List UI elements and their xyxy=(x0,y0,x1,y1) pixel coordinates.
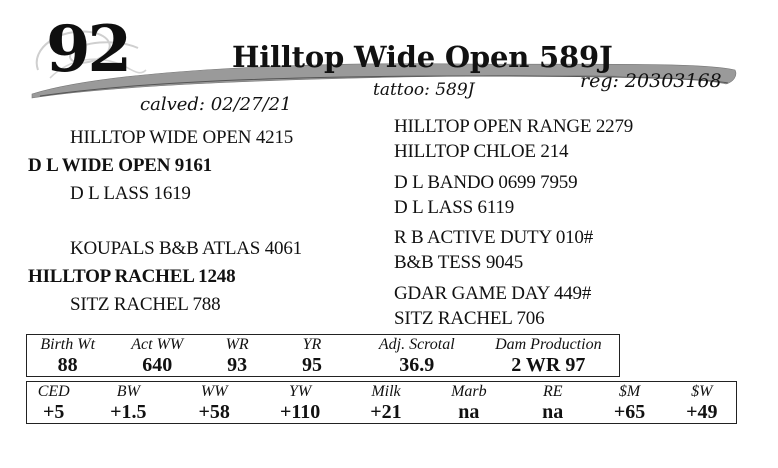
performance-value-row xyxy=(27,354,620,377)
performance-table xyxy=(26,334,620,377)
pedigree-ss-dam: HILLTOP CHLOE 214 xyxy=(394,141,569,162)
pedigree-sire: D L WIDE OPEN 9161 xyxy=(28,155,212,176)
pedigree-sd-dam: D L LASS 6119 xyxy=(394,197,515,218)
header-re: RE xyxy=(542,382,563,400)
pedigree-ss-sire: HILLTOP OPEN RANGE 2279 xyxy=(394,116,634,137)
pedigree-sire-sire: HILLTOP WIDE OPEN 4215 xyxy=(70,127,294,148)
header-ww: WW xyxy=(200,382,228,400)
epd-header-row xyxy=(27,382,737,402)
header-dollar-w: $W xyxy=(691,382,713,400)
header-adj-scrotal: Adj. Scrotal xyxy=(378,335,455,353)
value-milk: +21 xyxy=(370,401,402,423)
value-bw: +1.5 xyxy=(110,401,147,423)
pedigree-dam-dam: SITZ RACHEL 788 xyxy=(70,294,221,315)
value-dollar-w: +49 xyxy=(686,401,718,423)
pedigree-ds-dam: B&B TESS 9045 xyxy=(394,252,524,273)
header-dollar-m: $M xyxy=(618,382,641,400)
animal-name: Hilltop Wide Open 589J xyxy=(232,40,613,74)
epd-table xyxy=(26,381,737,424)
value-act-ww: 640 xyxy=(142,354,173,376)
header-dam-production: Dam Production xyxy=(495,335,602,353)
registration-number: reg: 20303168 xyxy=(580,70,722,92)
header-yr: YR xyxy=(302,335,322,353)
value-re: na xyxy=(542,401,564,423)
header-ced: CED xyxy=(37,382,70,400)
lot-number: 92 xyxy=(46,12,130,87)
value-dam-production: 2 WR 97 xyxy=(511,354,586,376)
value-ww: +58 xyxy=(198,401,230,423)
header-wr: WR xyxy=(225,335,249,353)
calved-date: calved: 02/27/21 xyxy=(140,94,292,115)
value-wr: 93 xyxy=(227,354,248,376)
value-dollar-m: +65 xyxy=(613,401,646,423)
pedigree-dd-sire: GDAR GAME DAY 449# xyxy=(394,283,592,304)
header-birth-wt: Birth Wt xyxy=(40,335,96,353)
value-yr: 95 xyxy=(301,354,322,376)
value-birth-wt: 88 xyxy=(57,354,78,376)
header-yw: YW xyxy=(288,382,312,400)
epd-value-row xyxy=(27,401,737,424)
pedigree-sire-dam: D L LASS 1619 xyxy=(70,183,191,204)
value-yw: +110 xyxy=(279,401,321,423)
header-milk: Milk xyxy=(371,382,401,400)
value-ced: +5 xyxy=(43,401,65,423)
value-marb: na xyxy=(458,401,480,423)
tattoo: tattoo: 589J xyxy=(373,80,475,100)
pedigree-dam-sire: KOUPALS B&B ATLAS 4061 xyxy=(70,238,302,259)
value-adj-scrotal: 36.9 xyxy=(399,354,435,376)
performance-header-row xyxy=(27,335,620,355)
pedigree-dd-dam: SITZ RACHEL 706 xyxy=(394,308,545,329)
pedigree-ds-sire: R B ACTIVE DUTY 010# xyxy=(394,227,594,248)
header-marb: Marb xyxy=(451,382,487,400)
header-act-ww: Act WW xyxy=(131,335,184,353)
header-bw: BW xyxy=(116,382,140,400)
pedigree-sd-sire: D L BANDO 0699 7959 xyxy=(394,172,578,193)
pedigree-dam: HILLTOP RACHEL 1248 xyxy=(28,266,236,287)
